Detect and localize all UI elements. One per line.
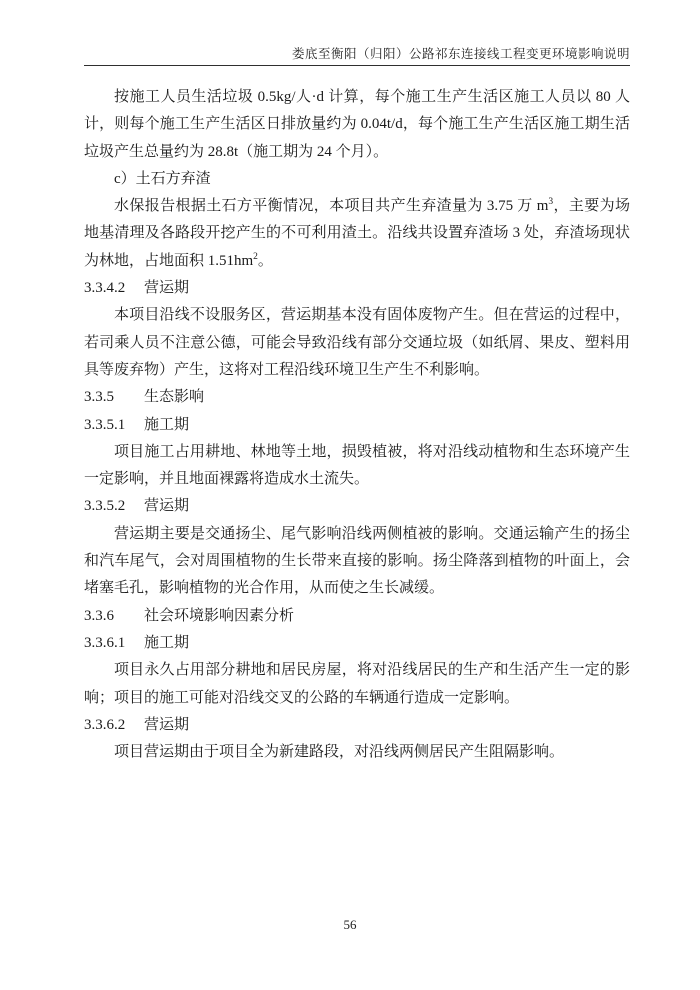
- heading-number: 3.3.6.1: [84, 634, 126, 651]
- body-paragraph: 项目永久占用部分耕地和居民房屋，将对沿线居民的生产和生活产生一定的影响；项目的施工可能对沿线交叉的公路的车辆通行造成一定影响。: [84, 662, 630, 706]
- section-heading: [84, 603, 630, 630]
- body-paragraph: 本项目沿线不设服务区，营运期基本没有固体废物产生。但在营运的过程中，若司乘人员不注意公德，可能会导致沿线有部分交通垃圾（如纸屑、果皮、塑料用具等废弃物）产生，这将对工程沿线环境卫生产生不利影响。: [84, 307, 630, 378]
- body-paragraph: 项目施工占用耕地、林地等土地，损毁植被，将对沿线动植物和生态环境产生一定影响，并且地面裸露将造成水土流失。: [84, 443, 630, 488]
- superscript: 2: [253, 251, 258, 262]
- section-heading: [84, 412, 630, 439]
- heading-number: 3.3.4.2: [84, 280, 126, 297]
- document-body: [84, 84, 630, 766]
- heading-title: 营运期: [144, 280, 190, 297]
- body-paragraph: 营运期主要是交通扬尘、尾气影响沿线两侧植被的影响。交通运输产生的扬尘和汽车尾气，会对周围植物的生长带来直接的影响。扬尘降落到植物的叶面上，会堵塞毛孔，影响植物的光合作用，从而使之生长减缓。: [84, 525, 630, 597]
- section-heading: [84, 384, 630, 411]
- heading-number: 3.3.5: [84, 389, 114, 406]
- heading-title: 施工期: [144, 634, 190, 651]
- section-heading: [84, 275, 630, 302]
- page-footer: [0, 916, 700, 934]
- page-number: 56: [343, 917, 357, 932]
- section-heading: [84, 493, 630, 520]
- heading-title: 施工期: [144, 416, 190, 433]
- list-item-heading: c）土石方弃渣: [114, 170, 211, 187]
- heading-number: 3.3.6.2: [84, 716, 126, 733]
- body-paragraph: 按施工人员生活垃圾 0.5kg/人·d 计算，每个施工生产生活区施工人员以 80 人计，则每个施工生产生活区日排放量约为 0.04t/d，每个施工生产生活区施工期生活垃圾产生总量约为 28.8t（施工期为 24 个月）。: [84, 89, 630, 160]
- heading-number: 3.3.5.1: [84, 416, 126, 433]
- body-paragraph: 项目营运期由于项目全为新建路段，对沿线两侧居民产生阻隔影响。: [114, 744, 565, 761]
- page-header: [84, 46, 630, 66]
- heading-number: 3.3.5.2: [84, 498, 126, 515]
- header-title: 娄底至衡阳（归阳）公路祁东连接线工程变更环境影响说明: [291, 47, 630, 61]
- heading-title: 营运期: [144, 716, 190, 733]
- heading-title: 社会环境影响因素分析: [144, 607, 295, 624]
- body-paragraph: 水保报告根据土石方平衡情况，本项目共产生弃渣量为 3.75 万 $m^3$，主要为场地基清理及各路段开挖产生的不可利用渣土。沿线共设置弃渣场 3 处，弃渣场现状为林地，占地面积 $1.51hm^2$。: [84, 197, 630, 269]
- section-heading: [84, 712, 630, 739]
- heading-title: 营运期: [144, 498, 190, 515]
- superscript: 3: [548, 197, 554, 208]
- section-heading: [84, 630, 630, 657]
- heading-title: 生态影响: [144, 389, 205, 406]
- heading-number: 3.3.6: [84, 607, 114, 624]
